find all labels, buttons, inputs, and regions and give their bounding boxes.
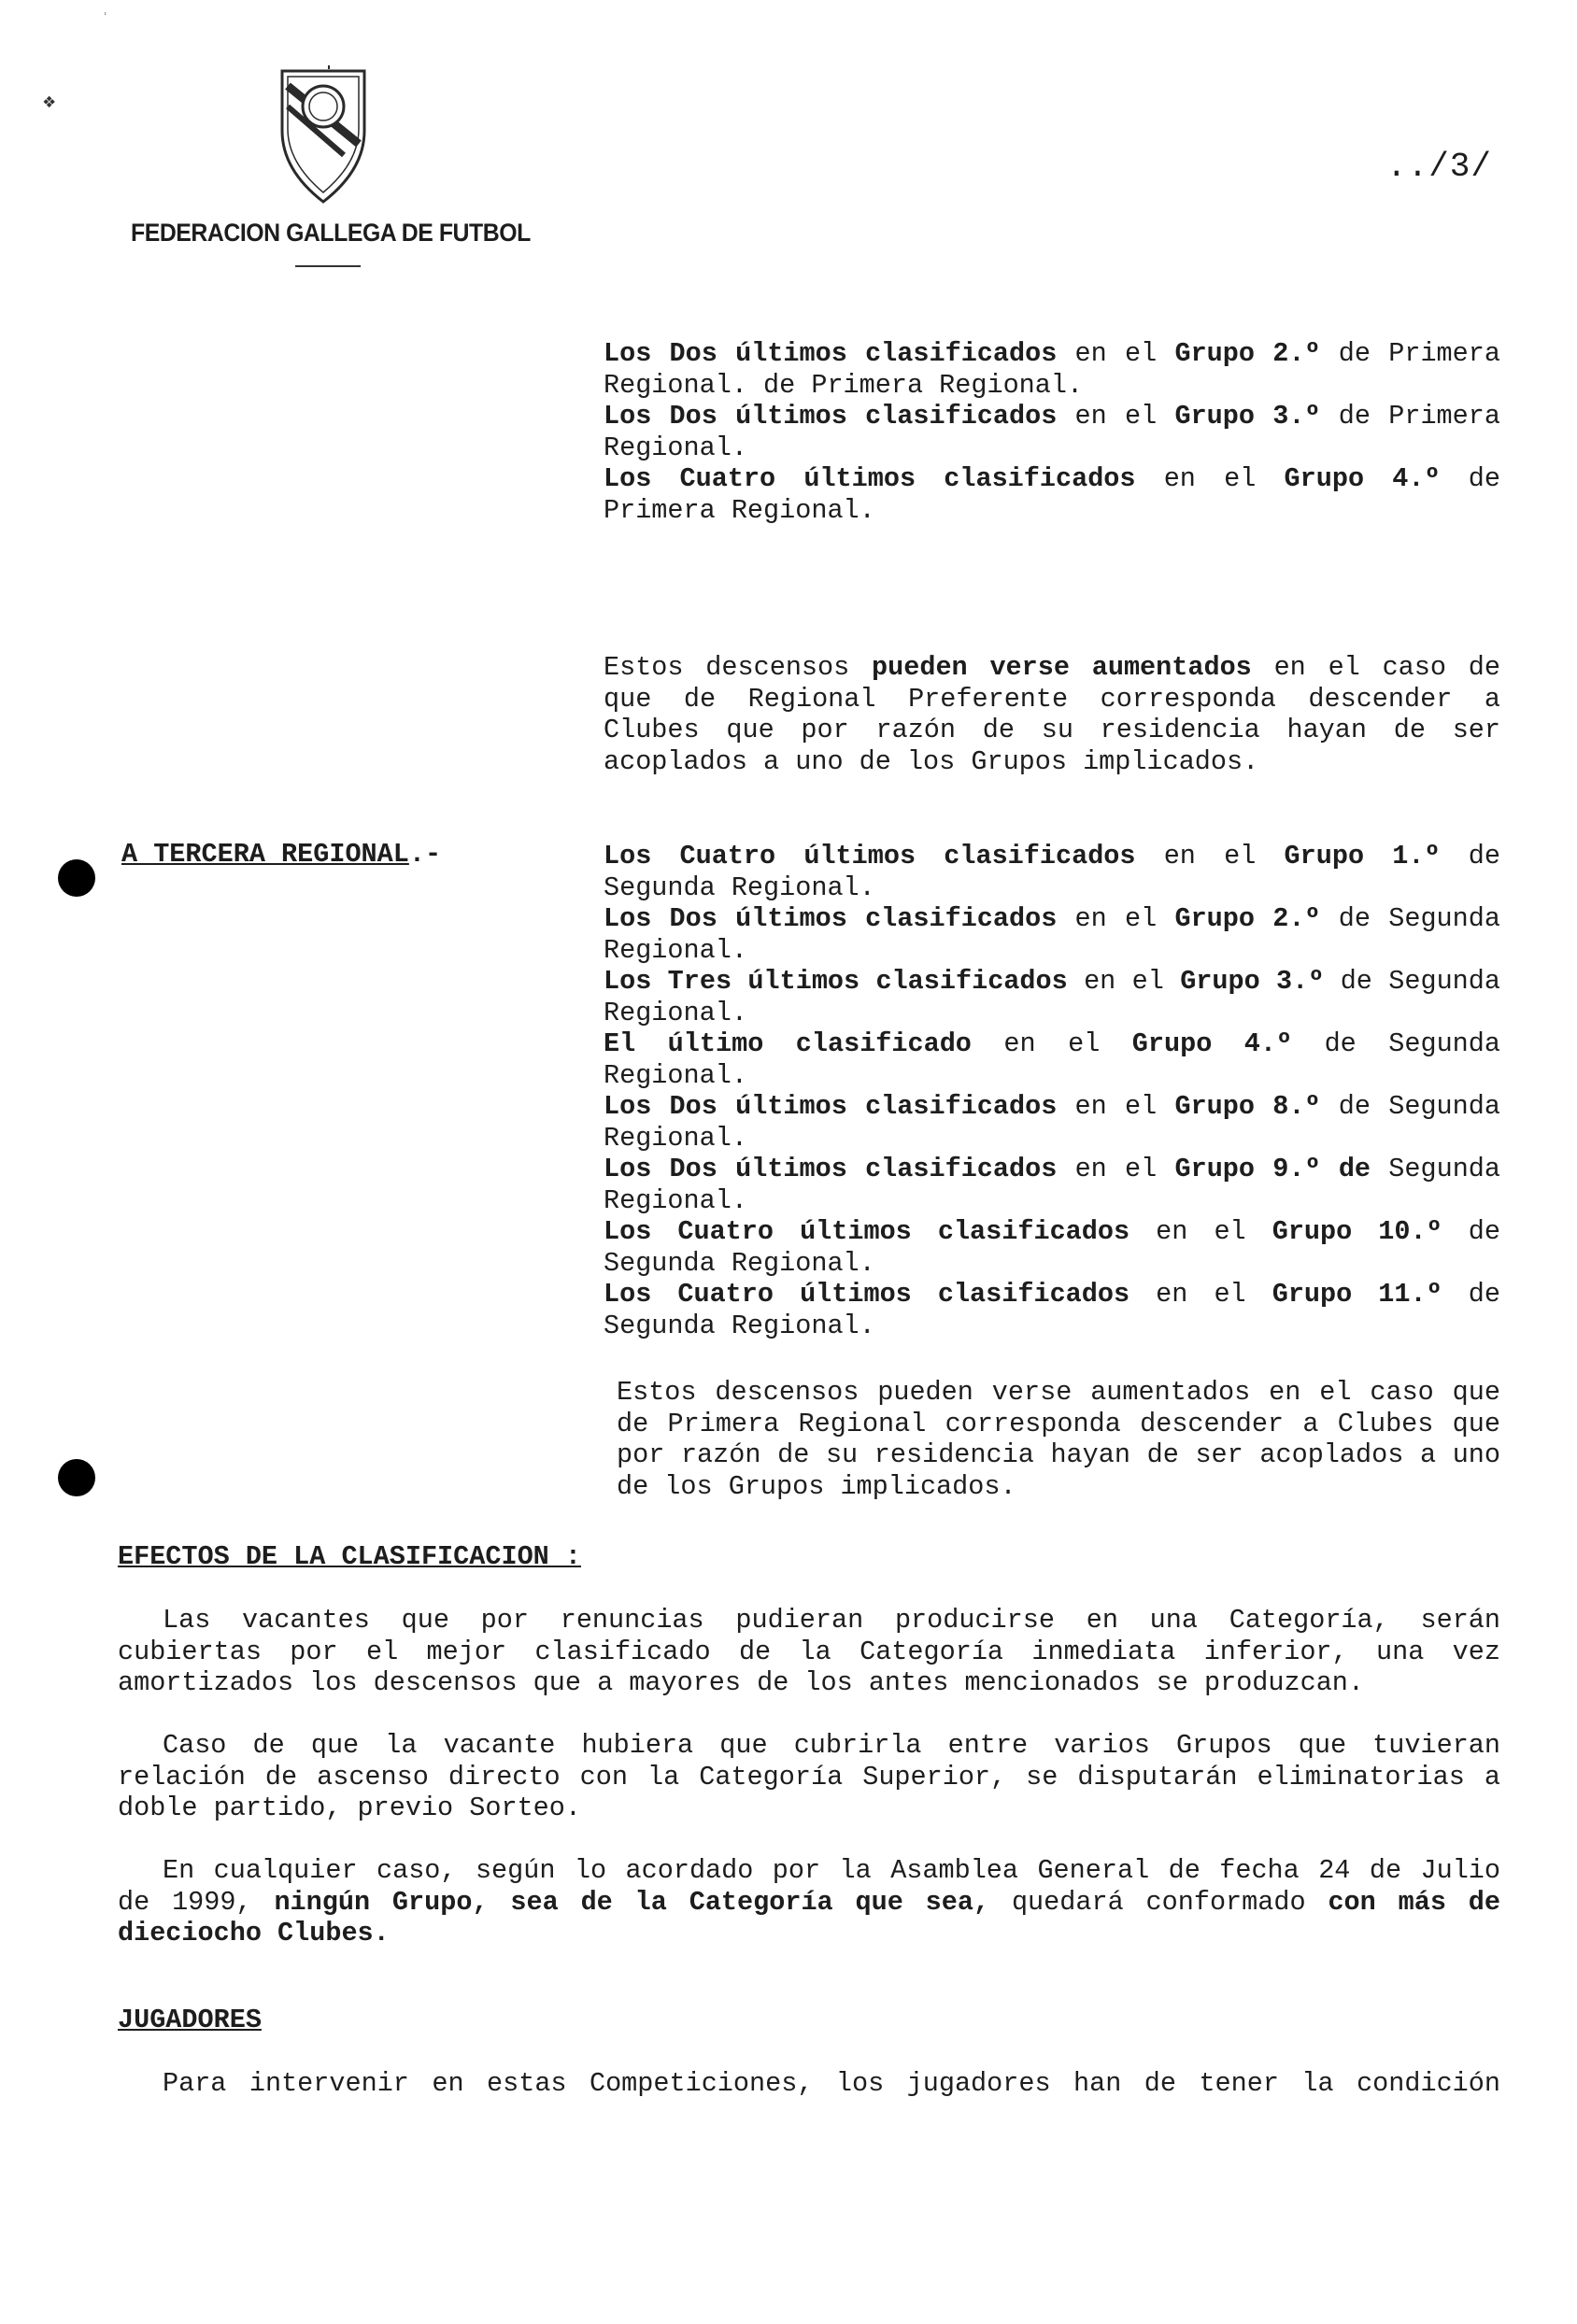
descent-who: Los Cuatro últimos clasificados (604, 1279, 1130, 1310)
descent-mid: en el (1057, 903, 1175, 934)
descent-group: Grupo 3.º (1174, 401, 1321, 432)
primera-descents-list (604, 338, 1500, 526)
descent-tail: de Segunda Regional. (604, 841, 1500, 903)
descent-item (604, 841, 1500, 903)
descent-tail: de Segunda Regional. (604, 903, 1500, 966)
descent-item (604, 463, 1500, 526)
descent-group: Grupo 2.º (1174, 903, 1321, 934)
margin-speck: ʿ (101, 11, 110, 28)
descent-item (604, 338, 1500, 401)
efectos-paragraph-1: Las vacantes que por renuncias pudieran producirse en una Categoría, serán cubiertas por el mejor clasificado de la Categoría inmediata inferior, una vez amortizados los descensos que a mayores de los antes mencionados se produzcan. (118, 1605, 1500, 1698)
descent-tail: de Primera Regional. (604, 463, 1500, 526)
descent-tail: de Primera Regional. de Primera Regional. (604, 338, 1500, 401)
descent-group: Grupo 10.º (1272, 1216, 1442, 1247)
descent-mid: en el (1057, 1154, 1175, 1184)
descent-item (604, 1028, 1500, 1091)
descent-group: Grupo 4.º (1131, 1028, 1293, 1059)
descent-group: Grupo 2.º (1174, 338, 1321, 369)
bullet-dot (58, 1459, 95, 1496)
organization-name: FEDERACION GALLEGA DE FUTBOL (131, 219, 531, 247)
descent-mid: en el (1135, 841, 1285, 872)
descent-item (604, 1091, 1500, 1154)
descent-tail: de Segunda Regional. (604, 1279, 1500, 1341)
descent-item (604, 966, 1500, 1028)
descent-tail: de Segunda Regional. (604, 1028, 1500, 1091)
descent-item (604, 903, 1500, 966)
note-bold: pueden verse aumentados (872, 652, 1252, 683)
jugadores-heading: JUGADORES (118, 2005, 262, 2035)
descent-tail: de Segunda Regional. (604, 1216, 1500, 1279)
descent-group: Grupo 11.º (1272, 1279, 1442, 1310)
descent-tail: de Primera Regional. (604, 401, 1500, 463)
descent-mid: en el (1135, 463, 1285, 494)
bullet-dot (58, 859, 95, 897)
descent-who: Los Cuatro últimos clasificados (604, 463, 1136, 494)
tercera-descents-list (604, 841, 1500, 1341)
descent-who: Los Dos últimos clasificados (604, 1154, 1058, 1184)
descent-group: Grupo 4.º (1284, 463, 1441, 494)
descent-tail: de Segunda Regional. (604, 1091, 1500, 1154)
tercera-note-text: Estos descensos pueden verse aumentados en el caso que de Primera Regional corresponda descender a Clubes que por razón de su residencia hayan de ser acoplados a uno de los Grupos implicados. (617, 1377, 1500, 1502)
descent-who: Los Cuatro últimos clasificados (604, 1216, 1130, 1247)
jugadores-paragraph: Para intervenir en estas Competiciones, los jugadores han de tener la condición (163, 2068, 1500, 2099)
descent-who: Los Dos últimos clasificados (604, 1091, 1058, 1122)
descent-item (604, 1279, 1500, 1341)
descent-mid: en el (1057, 338, 1175, 369)
tercera-regional-label (121, 839, 441, 870)
descent-item (604, 1154, 1500, 1216)
para3-mid: quedará conformado (989, 1886, 1328, 1918)
descent-mid: en el (1067, 966, 1181, 997)
descent-item (604, 401, 1500, 463)
descent-who: Los Dos últimos clasificados (604, 903, 1058, 934)
descent-mid: en el (1129, 1279, 1272, 1310)
federation-crest-logo (278, 65, 368, 204)
efectos-paragraph-2: Caso de que la vacante hubiera que cubrirla entre varios Grupos que tuvieran relación de ascenso directo con la Categoría Superior, se disputarán eliminatorias a doble partido, previo Sorteo. (118, 1730, 1500, 1823)
descent-mid: en el (971, 1028, 1132, 1059)
title-rule (295, 265, 361, 267)
descent-group: Grupo 1.º (1284, 841, 1441, 872)
page-number: ../3/ (1386, 148, 1493, 186)
note-start: Estos descensos (604, 652, 873, 683)
descent-mid: en el (1129, 1216, 1272, 1247)
descent-group: Grupo 3.º (1180, 966, 1325, 997)
descent-who: Los Cuatro últimos clasificados (604, 841, 1136, 872)
primera-note (604, 652, 1500, 777)
descent-group: Grupo 8.º (1174, 1091, 1321, 1122)
descent-who: Los Dos últimos clasificados (604, 338, 1058, 369)
para3-bold-2: con más de dieciocho Clubes. (118, 1886, 1500, 1948)
tercera-note (617, 1377, 1500, 1502)
para3-bold-1: ningún Grupo, sea de la Categoría que sea, (274, 1886, 990, 1918)
efectos-paragraph-3 (118, 1855, 1500, 1949)
descent-tail: Segunda Regional. (604, 1154, 1500, 1216)
descent-mid: en el (1057, 1091, 1175, 1122)
tercera-label-suffix: .- (408, 839, 442, 870)
descent-who: Los Tres últimos clasificados (604, 966, 1068, 997)
efectos-heading: EFECTOS DE LA CLASIFICACION : (118, 1541, 581, 1572)
descent-mid: en el (1057, 401, 1175, 432)
descent-tail: de Segunda Regional. (604, 966, 1500, 1028)
descent-group: Grupo 9.º de (1174, 1154, 1371, 1184)
note-end: en el caso de que de Regional Preferente corresponda descender a Clubes que por razón de su residencia hayan de ser acoplados a uno de los Grupos implicados. (604, 652, 1500, 777)
descent-who: Los Dos últimos clasificados (604, 401, 1058, 432)
descent-item (604, 1216, 1500, 1279)
tercera-label-text: A TERCERA REGIONAL (121, 839, 409, 870)
para3-start: En cualquier caso, según lo acordado por la Asamblea General de fecha 24 de Julio de 1999, (118, 1855, 1500, 1918)
margin-mark: ❖ (43, 91, 56, 114)
descent-who: El último clasificado (604, 1028, 972, 1059)
